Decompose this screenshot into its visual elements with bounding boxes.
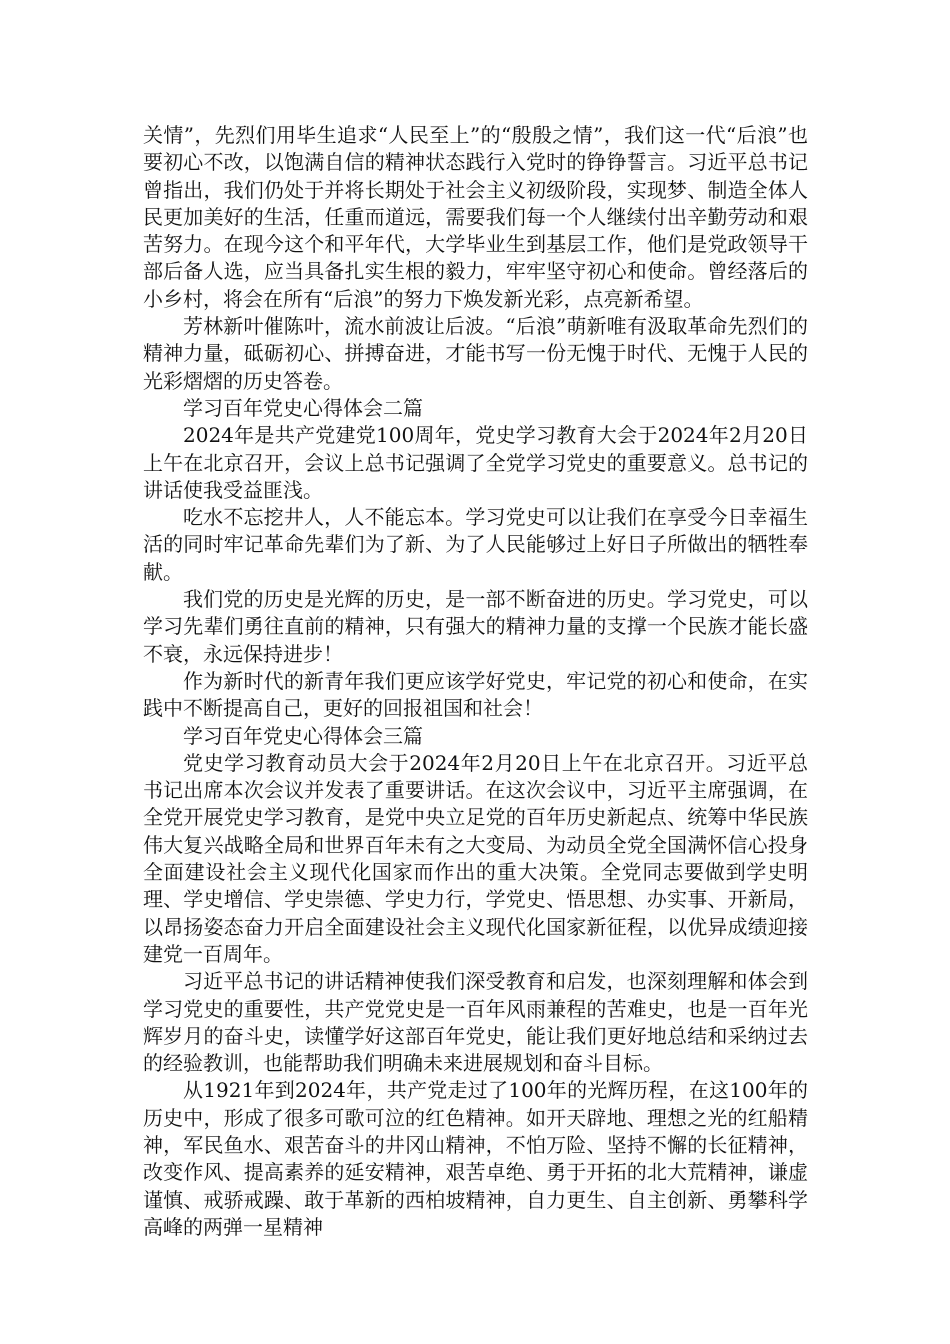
paragraph: 芳林新叶催陈叶，流水前波让后波。“后浪”萌新唯有汲取革命先烈们的精神力量，砥砺初心、拼搏奋进，才能书写一份无愧于时代、无愧于人民的光彩熠熠的历史答卷。 [143,314,808,393]
paragraph: 吃水不忘挖井人，人不能忘本。学习党史可以让我们在享受今日幸福生活的同时牢记革命先辈们为了新、为了人民能够过上好日子所做出的牺牲奉献。 [143,505,808,584]
paragraph: 2024年是共产党建党100周年，党史学习教育大会于2024年2月20日上午在北京召开，会议上总书记强调了全党学习党史的重要意义。总书记的讲话使我受益匪浅。 [143,423,808,502]
paragraph: 作为新时代的新青年我们更应该学好党史，牢记党的初心和使命，在实践中不断提高自己，更好的回报祖国和社会！ [143,668,808,721]
paragraph: 党史学习教育动员大会于2024年2月20日上午在北京召开。习近平总书记出席本次会议并发表了重要讲话。在这次会议中，习近平主席强调，在全党开展党史学习教育，是党中央立足党的百年历史新起点、统筹中华民族伟大复兴战略全局和世界百年未有之大变局、为动员全党全国满怀信心投身全面建设社会主义现代化国家而作出的重大决策。全党同志要做到学史明理、学史增信、学史崇德、学史力行，学党史、悟思想、办实事、开新局，以昂扬姿态奋力开启全面建设社会主义现代化国家新征程，以优异成绩迎接建党一百周年。 [143,750,808,966]
paragraph: 我们党的历史是光辉的历史，是一部不断奋进的历史。学习党史，可以学习先辈们勇往直前的精神，只有强大的精神力量的支撑一个民族才能长盛不衰，永远保持进步！ [143,587,808,666]
section-heading-two: 学习百年党史心得体会二篇 [183,395,423,420]
section-heading-three: 学习百年党史心得体会三篇 [183,723,423,748]
document-body [143,122,808,1241]
paragraph-continued: 关情”，先烈们用毕生追求“人民至上”的“殷殷之情”，我们这一代“后浪”也要初心不改，以饱满自信的精神状态践行入党时的铮铮誓言。习近平总书记曾指出，我们仍处于并将长期处于社会主义初级阶段，实现梦、制造全体人民更加美好的生活，任重而道远，需要我们每一个人继续付出辛勤劳动和艰苦努力。在现今这个和平年代，大学毕业生到基层工作，他们是党政领导干部后备人选，应当具备扎实生根的毅力，牢牢坚守初心和使命。曾经落后的小乡村，将会在所有“后浪”的努力下焕发新光彩，点亮新希望。 [143,123,808,311]
paragraph: 从1921年到2024年，共产党走过了100年的光辉历程，在这100年的历史中，形成了很多可歌可泣的红色精神。如开天辟地、理想之光的红船精神，军民鱼水、艰苦奋斗的井冈山精神，不怕万险、坚持不懈的长征精神，改变作风、提高素养的延安精神，艰苦卓绝、勇于开拓的北大荒精神，谦虚谨慎、戒骄戒躁、敢于革新的西柏坡精神，自力更生、自主创新、勇攀科学高峰的两弹一星精神 [143,1078,808,1239]
paragraph: 习近平总书记的讲话精神使我们深受教育和启发，也深刻理解和体会到学习党史的重要性，共产党党史是一百年风雨兼程的苦难史，也是一百年光辉岁月的奋斗史，读懂学好这部百年党史，能让我们更好地总结和采纳过去的经验教训，也能帮助我们明确未来进展规划和奋斗目标。 [143,969,808,1076]
